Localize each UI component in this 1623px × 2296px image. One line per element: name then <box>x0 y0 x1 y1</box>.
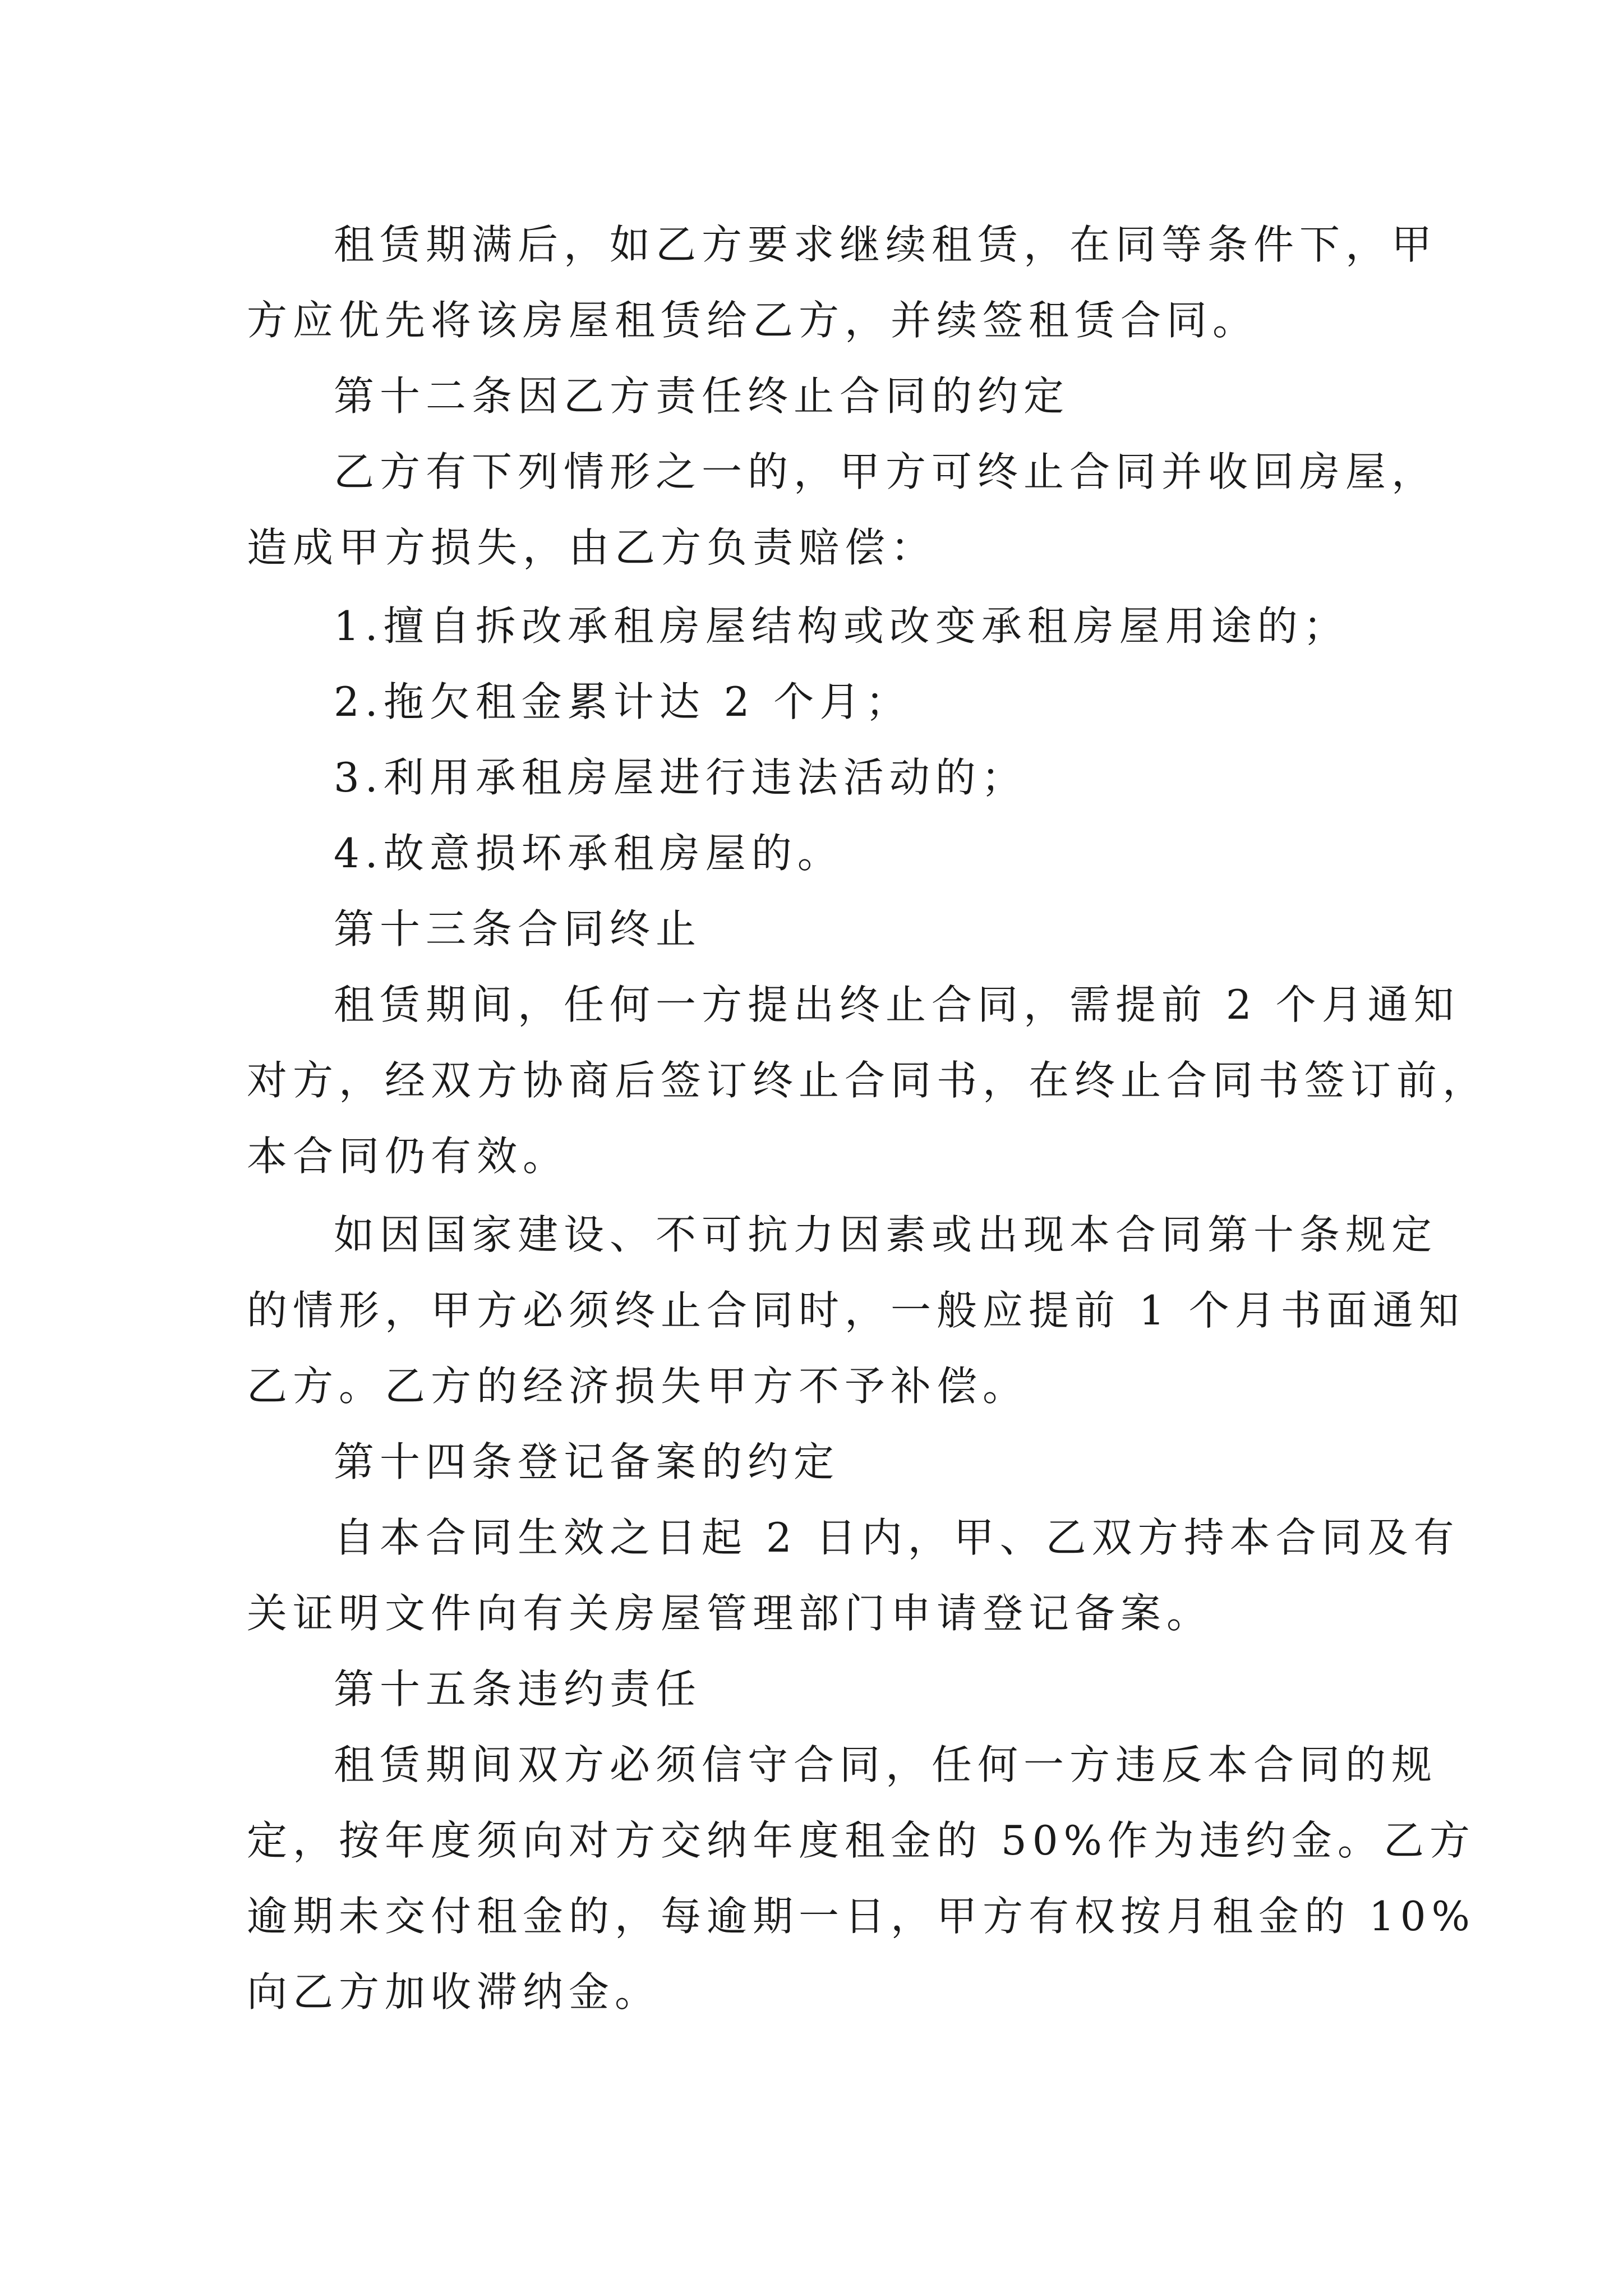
paragraph-line: 租赁期间，任何一方提出终止合同，需提前 2 个月通知 <box>334 981 1460 1028</box>
paragraph-line: 方应优先将该房屋租赁给乙方，并续签租赁合同。 <box>247 297 1259 344</box>
paragraph-line: 本合同仍有效。 <box>247 1133 569 1180</box>
paragraph-line: 逾期未交付租金的，每逾期一日，甲方有权按月租金的 10% <box>247 1893 1476 1940</box>
paragraph-line: 乙方有下列情形之一的，甲方可终止合同并收回房屋， <box>334 448 1438 495</box>
paragraph-line: 关证明文件向有关房屋管理部门申请登记备案。 <box>247 1590 1213 1637</box>
paragraph-line: 定，按年度须向对方交纳年度租金的 50%作为违约金。乙方 <box>247 1817 1476 1864</box>
paragraph-line: 乙方。乙方的经济损失甲方不予补偿。 <box>247 1363 1029 1410</box>
article-heading: 第十二条因乙方责任终止合同的约定 <box>334 372 1070 420</box>
list-item: 2.拖欠租金累计达 2 个月； <box>334 678 912 725</box>
article-heading: 第十三条合同终止 <box>334 905 702 953</box>
paragraph-line: 自本合同生效之日起 2 日内，甲、乙双方持本合同及有 <box>334 1514 1460 1561</box>
list-item: 3.利用承租房屋进行违法活动的； <box>334 754 1027 801</box>
list-item: 1.擅自拆改承租房屋结构或改变承租房屋用途的； <box>334 602 1349 650</box>
paragraph-line: 造成甲方损失，由乙方负责赔偿： <box>247 524 937 571</box>
paragraph-line: 对方，经双方协商后签订终止合同书，在终止合同书签订前， <box>247 1057 1489 1104</box>
article-heading: 第十五条违约责任 <box>334 1665 702 1713</box>
article-heading: 第十四条登记备案的约定 <box>334 1438 840 1485</box>
list-item: 4.故意损坏承租房屋的。 <box>334 830 843 877</box>
paragraph-line: 如因国家建设、不可抗力因素或出现本合同第十条规定 <box>334 1211 1438 1258</box>
paragraph-line: 的情形，甲方必须终止合同时，一般应提前 1 个月书面通知 <box>247 1287 1465 1334</box>
paragraph-line: 租赁期满后，如乙方要求继续租赁，在同等条件下，甲 <box>334 221 1438 268</box>
paragraph-line: 租赁期间双方必须信守合同，任何一方违反本合同的规 <box>334 1741 1438 1788</box>
paragraph-line: 向乙方加收滞纳金。 <box>247 1968 661 2016</box>
